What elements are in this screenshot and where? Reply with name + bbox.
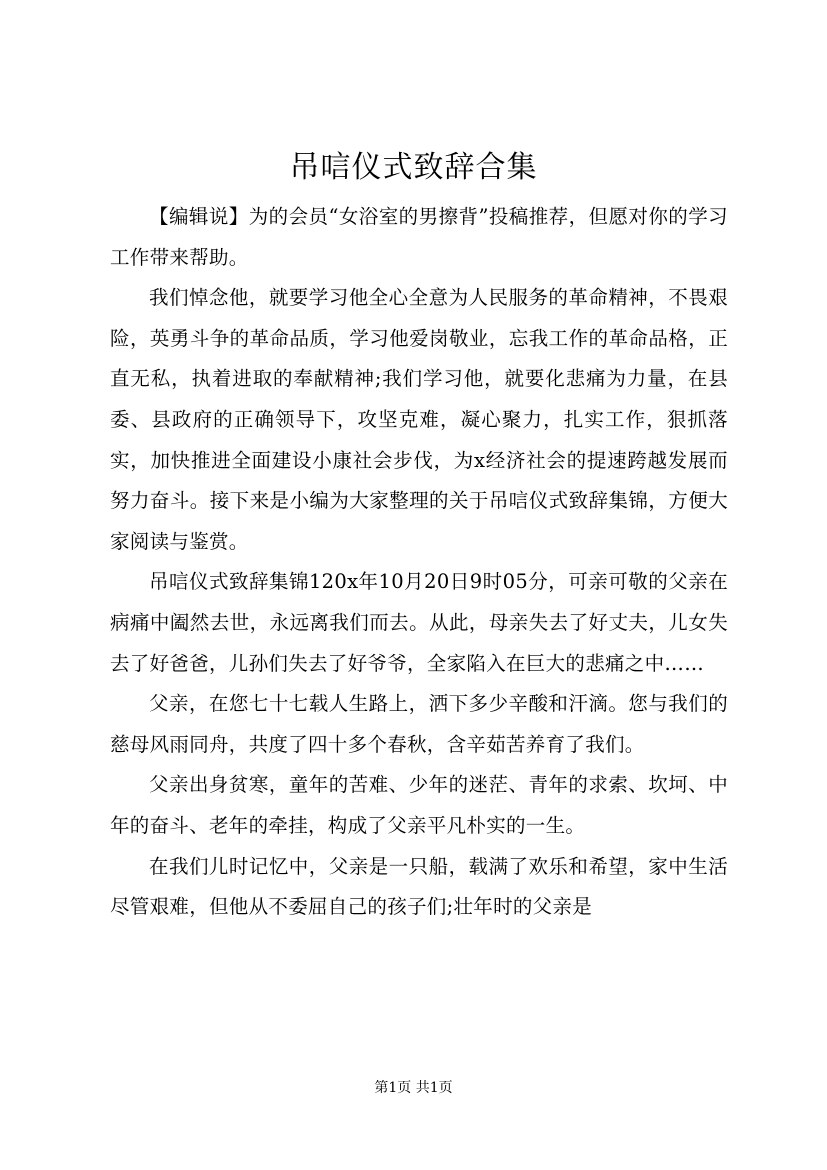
document-body bbox=[110, 197, 728, 928]
page-footer: 第1页 共1页 bbox=[374, 1080, 453, 1096]
paragraph-childhood-memory: 在我们儿时记忆中，父亲是一只船，载满了欢乐和希望，家中生活尽管艰难，但他从不委屈自己的孩子们;壮年时的父亲是 bbox=[110, 854, 728, 919]
paragraph-eulogy-opening: 吊唁仪式致辞集锦120x年10月20日9时05分，可亲可敬的父亲在病痛中阖然去世，永远离我们而去。从此，母亲失去了好丈夫，儿女失去了好爸爸，儿孙们失去了好爷爷，全家陷入在巨大的悲痛之中…… bbox=[110, 570, 728, 675]
paragraph-origins: 父亲出身贫寒，童年的苦难、少年的迷茫、青年的求索、坎坷、中年的奋斗、老年的牵挂，构成了父亲平凡朴实的一生。 bbox=[110, 773, 728, 837]
paragraph-intro: 我们悼念他，就要学习他全心全意为人民服务的革命精神，不畏艰险，英勇斗争的革命品质，学习他爱岗敬业，忘我工作的革命品格，正直无私，执着进取的奉献精神;我们学习他，就要化悲痛为力量，在县委、县政府的正确领导下，攻坚克难，凝心聚力，扎实工作，狠抓落实，加快推进全面建设小康社会步伐，为x经济社会的提速跨越发展而努力奋斗。接下来是小编为大家整理的关于吊唁仪式致辞集锦，方便大家阅读与鉴赏。 bbox=[110, 286, 728, 553]
paragraph-editor-note: 【编辑说】为的会员“女浴室的男擦背”投稿推荐，但愿对你的学习工作带来帮助。 bbox=[110, 205, 728, 269]
document-title: 吊唁仪式致辞合集 bbox=[289, 150, 538, 185]
paragraph-life-path: 父亲，在您七十七载人生路上，洒下多少辛酸和汗滴。您与我们的慈母风雨同舟，共度了四十多个春秋，含辛茹苦养育了我们。 bbox=[110, 692, 728, 756]
